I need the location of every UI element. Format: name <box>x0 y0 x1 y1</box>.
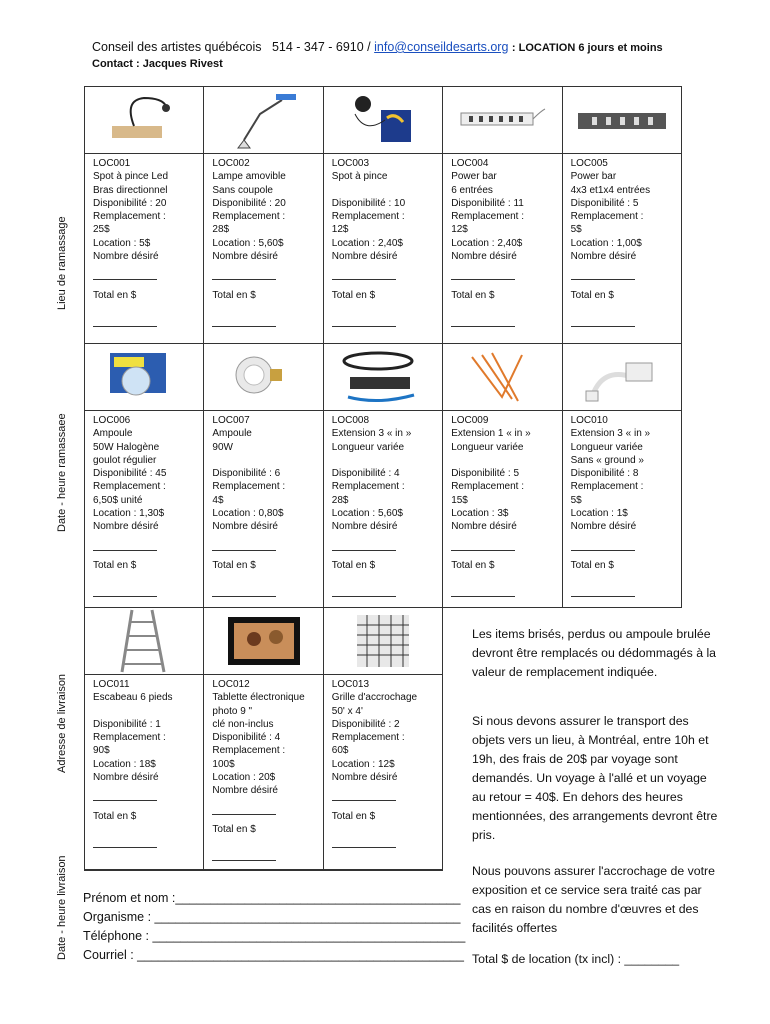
item-detail: Remplacement : <box>212 211 286 223</box>
item-detail: 25$ <box>93 224 110 236</box>
item-detail <box>451 454 557 467</box>
item-cell-loc013 <box>324 608 443 870</box>
item-detail: Disponibilité : 5 <box>451 468 519 480</box>
item-detail: Location : 2,40$ <box>331 237 403 249</box>
item-detail: goulot régulier <box>93 454 157 466</box>
item-detail: Location : 20$ <box>212 772 276 784</box>
total-label: Total en $ <box>93 810 137 822</box>
item-code: LOC013 <box>331 679 370 690</box>
total-field[interactable] <box>451 316 557 331</box>
item-cell-loc002 <box>204 87 323 344</box>
item-detail: Location : 1,00$ <box>570 237 642 249</box>
header-line <box>92 40 663 54</box>
item-detail: Disponibilité : 6 <box>212 468 281 480</box>
item-detail: Location : 3$ <box>451 508 509 520</box>
doc-title: : LOCATION 6 jours et moins <box>511 42 663 54</box>
label-date-ramassage: Date - heure ramassaee <box>56 413 68 532</box>
total-field[interactable] <box>212 316 318 331</box>
item-detail: Escabeau 6 pieds <box>93 692 173 704</box>
quantity-field[interactable] <box>571 540 677 555</box>
label-adresse-livraison: Adresse de livraison <box>56 673 68 773</box>
item-photo <box>563 344 681 411</box>
total-label: Total en $ <box>93 289 137 301</box>
item-detail: Location : 5,60$ <box>331 508 403 520</box>
item-detail: 90$ <box>93 745 110 757</box>
total-label: Total en $ <box>331 559 376 571</box>
item-detail: Disponibilité : 20 <box>93 197 167 209</box>
total-field[interactable] <box>93 316 199 331</box>
item-detail: Longueur variée <box>451 441 524 453</box>
item-detail: Disponibilité : 5 <box>570 197 639 209</box>
item-detail: Sans « ground » <box>570 454 644 466</box>
item-detail: Disponibilité : 45 <box>93 468 167 480</box>
item-detail: Grille d'accrochage <box>331 692 418 704</box>
item-photo <box>443 87 561 154</box>
item-detail: Nombre désiré <box>212 785 278 797</box>
label-date-livraison: Date - heure livraison <box>56 855 68 960</box>
total-label: Total en $ <box>93 559 137 571</box>
note-damages: Les items brisés, perdus ou ampoule brulée devront être remplacés ou dédommagés à la valeur de remplacement indiquée. <box>472 627 717 679</box>
item-photo <box>324 344 442 411</box>
quantity-field[interactable] <box>332 790 438 805</box>
item-detail: Tablette électronique <box>212 692 305 704</box>
quantity-field[interactable] <box>212 540 318 555</box>
item-detail: Nombre désiré <box>212 521 278 533</box>
item-cell-loc011 <box>85 608 204 870</box>
item-cell-loc007 <box>204 344 323 608</box>
item-detail: Remplacement : <box>93 732 166 744</box>
item-detail: Disponibilité : 20 <box>212 197 286 209</box>
item-detail: Remplacement : <box>451 481 524 493</box>
org-name: Conseil des artistes québécois <box>92 40 262 54</box>
total-label: Total en $ <box>212 289 256 301</box>
item-detail: Remplacement : <box>93 211 166 223</box>
item-detail: Ampoule <box>93 428 133 440</box>
total-field[interactable] <box>93 586 199 601</box>
quantity-field[interactable] <box>93 540 199 555</box>
total-label: Total en $ <box>451 559 495 571</box>
phone: 514 - 347 - 6910 / <box>271 40 371 54</box>
item-code: LOC010 <box>570 415 608 426</box>
item-code: LOC003 <box>331 158 370 169</box>
item-detail: Remplacement : <box>451 211 524 223</box>
quantity-field[interactable] <box>212 804 318 819</box>
item-detail: Location : 0,80$ <box>212 508 284 520</box>
item-photo <box>204 87 322 154</box>
item-code: LOC009 <box>451 415 489 426</box>
item-detail: Location : 1,30$ <box>93 508 165 520</box>
item-detail: Lampe amovible <box>212 171 286 183</box>
item-detail: Location : 2,40$ <box>451 237 523 249</box>
total-field[interactable] <box>571 316 677 331</box>
item-detail: Spot à pince Led <box>93 171 169 183</box>
item-cell-loc003 <box>324 87 443 344</box>
item-detail: Remplacement : <box>570 211 644 223</box>
item-detail <box>93 705 199 718</box>
total-label: Total en $ <box>212 823 256 835</box>
item-detail: 6 entrées <box>451 184 493 196</box>
item-detail <box>332 184 438 197</box>
item-detail: 28$ <box>212 224 230 236</box>
item-detail: Location : 5,60$ <box>212 237 284 249</box>
item-detail: Nombre désiré <box>331 521 398 533</box>
total-field[interactable] <box>332 586 438 601</box>
item-code: LOC007 <box>212 415 250 426</box>
item-detail: Nombre désiré <box>331 772 398 784</box>
item-detail: 12$ <box>331 224 349 236</box>
item-photo <box>85 344 203 411</box>
quantity-field[interactable] <box>332 269 438 284</box>
item-detail: Spot à pince <box>331 171 388 183</box>
item-detail: Remplacement : <box>331 732 405 744</box>
item-cell-loc012 <box>204 608 323 870</box>
item-cell-loc009 <box>443 344 562 608</box>
item-detail: Remplacement : <box>93 481 166 493</box>
total-label: Total en $ <box>570 559 614 571</box>
item-detail: Disponibilité : 1 <box>93 718 161 730</box>
quantity-field[interactable] <box>93 790 199 805</box>
email-link[interactable]: info@conseildesarts.org <box>374 40 509 54</box>
item-detail: 5$ <box>570 224 582 236</box>
item-detail: Power bar <box>570 171 617 183</box>
item-detail: Disponibilité : 2 <box>331 718 400 730</box>
quantity-field[interactable] <box>451 269 557 284</box>
item-code: LOC004 <box>451 158 489 169</box>
item-detail: photo 9 " <box>212 705 253 717</box>
item-detail: 28$ <box>331 494 349 506</box>
email-field[interactable]: Courriel : _______________________________________________ <box>83 948 464 962</box>
item-detail: Disponibilité : 8 <box>570 468 639 480</box>
label-lieu-ramassage: Lieu de ramassage <box>56 216 68 310</box>
contact-line: Contact : Jacques Rivest <box>92 58 223 70</box>
item-code: LOC006 <box>93 415 131 426</box>
item-detail: Extension 1 « in » <box>451 428 531 440</box>
item-photo <box>85 608 203 675</box>
item-detail: Longueur variée <box>570 441 643 453</box>
total-field[interactable] <box>571 586 677 601</box>
quantity-field[interactable] <box>212 269 318 284</box>
quantity-field[interactable] <box>451 540 557 555</box>
total-field[interactable] <box>332 837 438 852</box>
item-code: LOC012 <box>212 679 250 690</box>
item-photo <box>324 87 442 154</box>
total-label: Total en $ <box>451 289 495 301</box>
item-detail: Extension 3 « in » <box>331 428 412 440</box>
item-photo <box>324 608 442 675</box>
item-detail: Ampoule <box>212 428 252 440</box>
item-detail: Nombre désiré <box>451 521 517 533</box>
item-cell-loc010 <box>563 344 682 608</box>
organisation-field[interactable]: Organisme : ____________________________________________ <box>83 910 461 924</box>
item-detail: Nombre désiré <box>212 251 278 263</box>
total-label: Total en $ <box>331 810 376 822</box>
item-detail: 50W Halogène <box>93 441 160 453</box>
item-detail: Bras directionnel <box>93 184 168 196</box>
item-photo <box>85 87 203 154</box>
item-photo <box>443 344 561 411</box>
item-detail: Nombre désiré <box>331 251 398 263</box>
item-detail: Nombre désiré <box>451 251 517 263</box>
total-label: Total en $ <box>212 559 256 571</box>
item-cell-loc008 <box>324 344 443 608</box>
item-detail: 4$ <box>212 494 224 506</box>
item-detail: Sans coupole <box>212 184 273 196</box>
name-field[interactable]: Prénom et nom :_________________________________________ <box>83 891 461 905</box>
item-detail: 50' x 4' <box>331 705 363 717</box>
phone-field[interactable]: Téléphone : _____________________________________________ <box>83 929 466 943</box>
item-code: LOC001 <box>93 158 131 169</box>
total-field[interactable] <box>93 837 199 852</box>
item-detail <box>332 454 438 467</box>
item-cell-loc006 <box>85 344 204 608</box>
quantity-field[interactable] <box>93 269 199 284</box>
item-detail: Longueur variée <box>331 441 405 453</box>
total-label: Total en $ <box>570 289 614 301</box>
item-detail: Location : 12$ <box>331 758 395 770</box>
item-code: LOC008 <box>331 415 370 426</box>
item-detail: Disponibilité : 10 <box>331 197 406 209</box>
item-detail: Power bar <box>451 171 497 183</box>
item-detail: Disponibilité : 11 <box>451 197 524 209</box>
item-cell-loc001 <box>85 87 204 344</box>
quantity-field[interactable] <box>571 269 677 284</box>
items-table <box>84 86 682 608</box>
item-detail: Nombre désiré <box>570 251 637 263</box>
item-detail: Nombre désiré <box>93 772 159 784</box>
item-detail: Remplacement : <box>331 481 405 493</box>
item-detail: Nombre désiré <box>93 521 159 533</box>
total-field[interactable] <box>212 586 318 601</box>
item-code: LOC011 <box>93 679 130 690</box>
item-detail: 90W <box>212 441 233 453</box>
item-detail: Nombre désiré <box>570 521 637 533</box>
total-field[interactable] <box>451 586 557 601</box>
item-detail: Location : 1$ <box>570 508 628 520</box>
quantity-field[interactable] <box>332 540 438 555</box>
total-label: Total en $ <box>331 289 376 301</box>
total-location-field[interactable]: Total $ de location (tx incl) : ________ <box>472 952 680 966</box>
item-detail: Disponibilité : 4 <box>212 732 281 744</box>
note-hanging: Nous pouvons assurer l'accrochage de votre exposition et ce service sera traité cas par cas en raison du nombre d'œuvres et des facilités offertes <box>472 864 715 935</box>
item-detail: 6,50$ unité <box>93 494 143 506</box>
item-code: LOC002 <box>212 158 250 169</box>
note-transport: Si nous devons assurer le transport des objets vers un lieu, à Montréal, entre 10h et 19h, des frais de 20$ par voyage sont demandés. Un voyage à l'allé et un voyage au retour = 40$. En dehors des heures mentionnées, des arrangements devront être pris. <box>472 714 718 842</box>
item-detail: 100$ <box>212 758 235 770</box>
item-detail: Disponibilité : 4 <box>331 468 400 480</box>
item-detail: Remplacement : <box>212 481 286 493</box>
item-detail: 60$ <box>331 745 349 757</box>
item-cell-loc005 <box>563 87 682 344</box>
total-field[interactable] <box>332 316 438 331</box>
item-detail: Remplacement : <box>212 745 286 757</box>
item-detail: Nombre désiré <box>93 251 159 263</box>
item-cell-loc004 <box>443 87 562 344</box>
item-detail <box>212 454 318 467</box>
item-photo <box>563 87 681 154</box>
item-detail: 12$ <box>451 224 468 236</box>
item-code: LOC005 <box>570 158 608 169</box>
items-table-row3 <box>84 608 443 871</box>
item-detail: Remplacement : <box>570 481 644 493</box>
item-detail: 5$ <box>570 494 582 506</box>
item-photo <box>204 344 322 411</box>
item-detail: Location : 5$ <box>93 237 151 249</box>
item-detail: Remplacement : <box>331 211 405 223</box>
item-detail: clé non-inclus <box>212 718 274 730</box>
item-detail: 4x3 et1x4 entrées <box>570 184 651 196</box>
total-field[interactable] <box>212 850 318 865</box>
item-detail: Location : 18$ <box>93 758 156 770</box>
item-detail: Extension 3 « in » <box>570 428 651 440</box>
item-detail: 15$ <box>451 494 468 506</box>
item-photo <box>204 608 322 675</box>
